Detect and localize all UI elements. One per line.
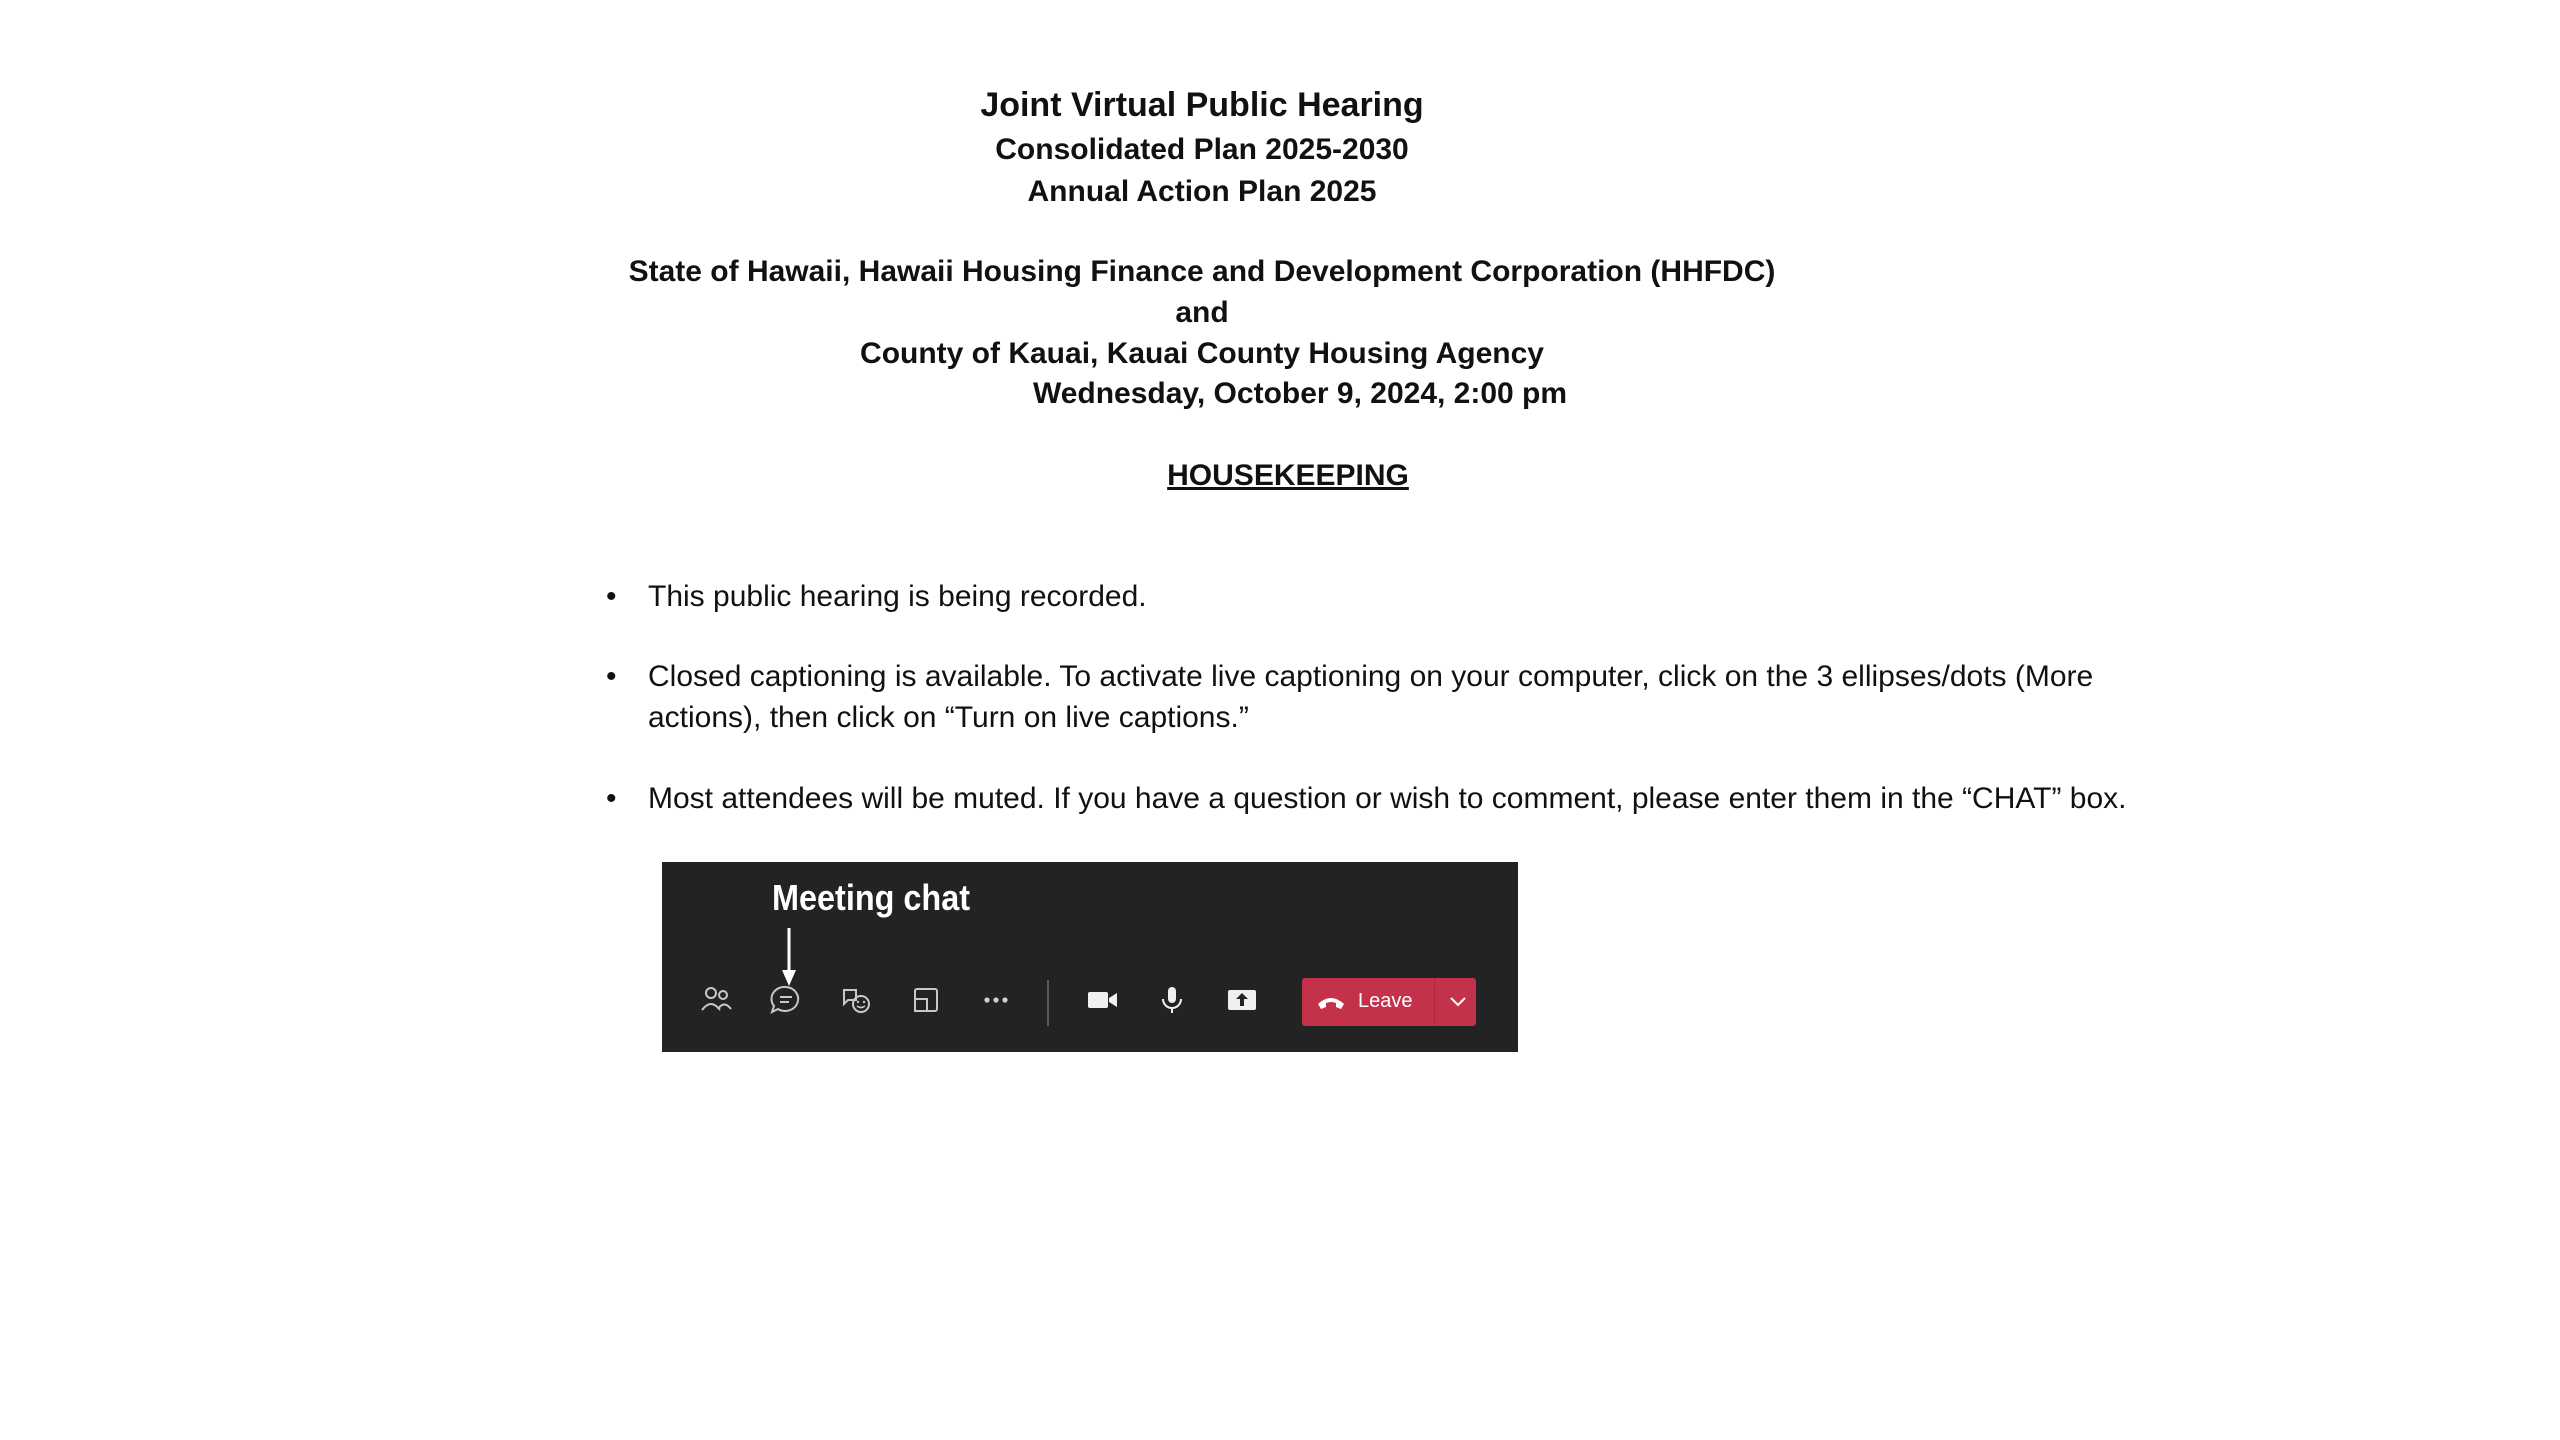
arrow-down-icon [782,928,796,986]
teams-toolbar-screenshot [662,862,1518,1052]
hearing-date: Wednesday, October 9, 2024, 2:00 pm [1032,377,1568,410]
mic-icon[interactable] [1152,980,1192,1020]
people-icon[interactable] [696,980,736,1020]
share-icon[interactable] [1222,980,1262,1020]
county-agency-line: County of Kauai, Kauai County Housing Agency [860,337,1544,370]
leave-main-button[interactable] [1302,978,1432,1026]
and-line: and [1175,296,1229,329]
leave-button[interactable] [1302,978,1476,1026]
consolidated-plan-line: Consolidated Plan 2025-2030 [995,133,1409,166]
list-item: • This public hearing is being recorded. [648,576,2128,617]
list-item: • Closed captioning is available. To activate live captioning on your computer, click on the 3 ellipses/dots (More actions), then click on “Turn on live captions.” [648,656,2128,738]
more-icon[interactable] [976,980,1016,1020]
meeting-chat-callout: Meeting chat [772,877,971,918]
toolbar-divider [1047,980,1049,1026]
leave-label: Leave [1358,990,1413,1012]
phone-icon [1316,992,1346,1012]
annual-plan-line: Annual Action Plan 2025 [1027,175,1377,208]
camera-icon[interactable] [1082,980,1122,1020]
view-icon[interactable] [906,980,946,1020]
reactions-icon[interactable] [836,980,876,1020]
chat-icon[interactable] [766,980,806,1020]
state-agency-line: State of Hawaii, Hawaii Housing Finance and Development Corporation (HHFDC) [628,255,1776,288]
leave-separator [1434,978,1435,1026]
list-item: • Most attendees will be muted. If you have a question or wish to comment, please enter them in the “CHAT” box. [648,778,2128,819]
chevron-down-icon[interactable] [1440,978,1476,1026]
hearing-title: Joint Virtual Public Hearing [980,86,1424,124]
section-heading: HOUSEKEEPING [1167,459,1409,492]
